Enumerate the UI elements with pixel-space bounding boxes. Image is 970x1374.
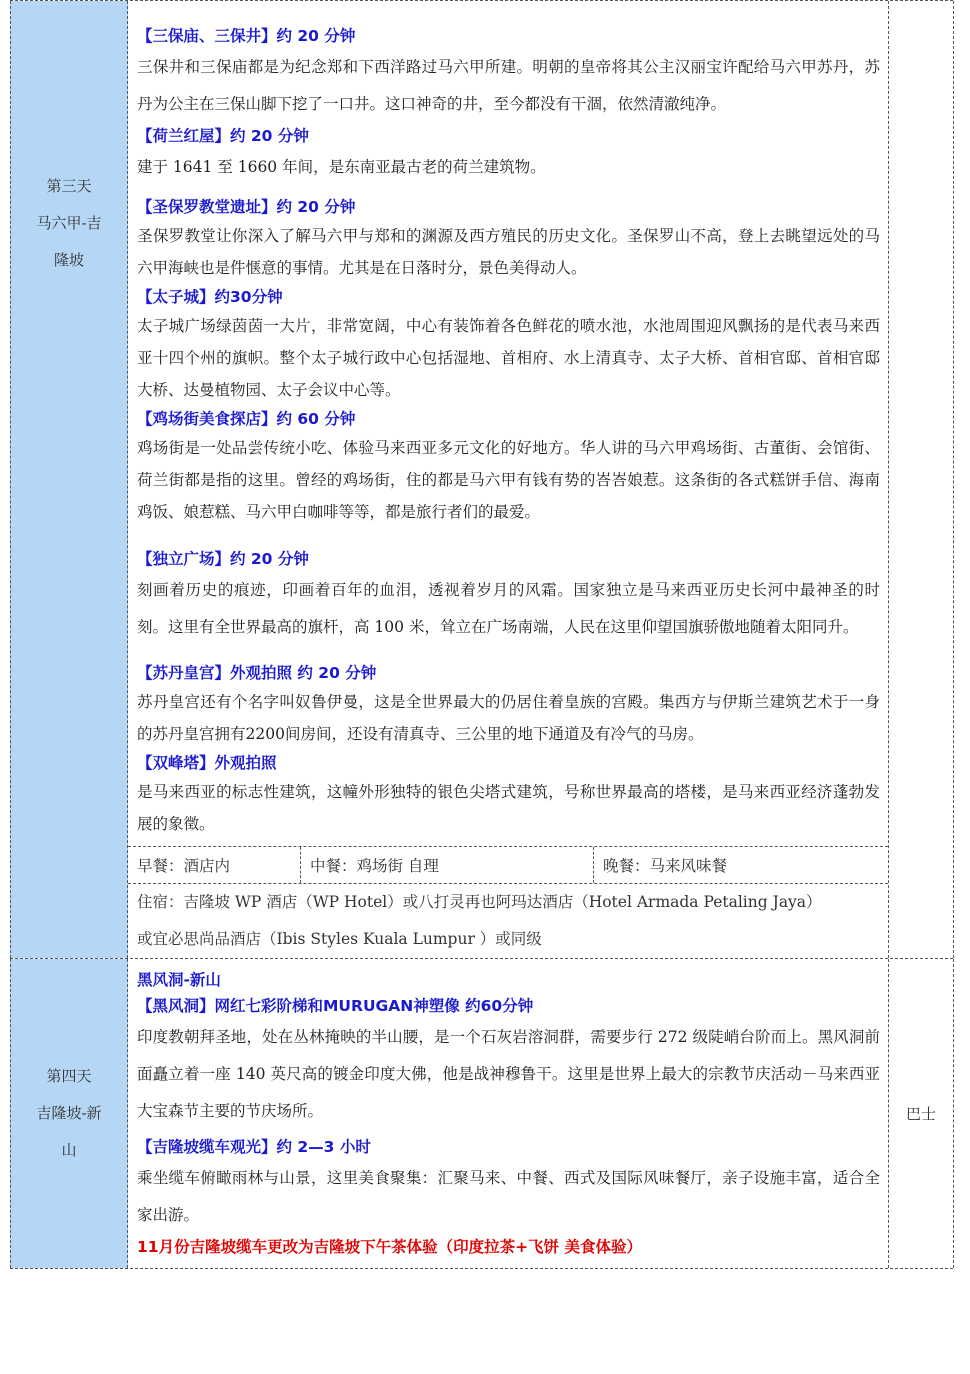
section-body: 印度教朝拜圣地，处在丛林掩映的半山腰，是一个石灰岩溶洞群，需要步行 272 级陡峭台阶而上。黑风洞前面矗立着一座 140 英尺高的镀金印度大佛，他是战神穆鲁干。这里是世界上最大的宗教节庆活动－马来西亚大宝森节主要的节庆场所。	[137, 1028, 880, 1120]
section-title: 【吉隆坡缆车观光】约 2—3 小时	[137, 1138, 371, 1156]
section-body: 是马来西亚的标志性建筑，这幢外形独特的银色尖塔式建筑，号称世界最高的塔楼，是马来西亚经济蓬勃发展的象徵。	[137, 783, 880, 833]
section-body: 圣保罗教堂让你深入了解马六甲与郑和的渊源及西方殖民的历史文化。圣保罗山不高，登上去眺望远处的马六甲海峡也是件惬意的事情。尤其是在日落时分，景色美得动人。	[137, 227, 880, 277]
section-title: 【苏丹皇宫】外观拍照 约 20 分钟	[137, 664, 377, 682]
section-body: 刻画着历史的痕迹，印画着百年的血泪，透视着岁月的风霜。国家独立是马来西亚历史长河中最神圣的时刻。这里有全世界最高的旗杆，高 100 米，耸立在广场南端，人民在这里仰望国旗骄傲地随着太阳同升。	[137, 581, 880, 636]
lunch-cell: 中餐：鸡场街 自理	[301, 847, 594, 883]
section-title: 【独立广场】约 20 分钟	[137, 550, 309, 568]
day4-route-title: 黑风洞-新山	[137, 971, 221, 989]
section-body: 三保井和三保庙都是为纪念郑和下西洋路过马六甲所建。明朝的皇帝将其公主汉丽宝许配给马六甲苏丹，苏丹为公主在三保山脚下挖了一口井。这口神奇的井，至今都没有干涸，依然清澈纯净。	[137, 58, 880, 113]
hotel-line2: 或宜必思尚品酒店（Ibis Styles Kuala Lumpur ）或同级	[137, 930, 542, 948]
day4-transport-cell: 巴士	[889, 959, 954, 1268]
day3-transport-cell	[889, 1, 954, 958]
day4-content-cell	[128, 959, 889, 1268]
section-title: 【黑风洞】网红七彩阶梯和MURUGAN神塑像 约60分钟	[137, 997, 534, 1015]
dinner-cell: 晚餐：马来风味餐	[603, 857, 728, 875]
hotel-cell	[128, 883, 888, 958]
itinerary-table	[10, 0, 953, 1269]
section-body: 鸡场街是一处品尝传统小吃、体验马来西亚多元文化的好地方。华人讲的马六甲鸡场街、古董街、会馆街、荷兰街都是指的这里。曾经的鸡场街，住的都是马六甲有钱有势的峇峇娘惹。这条街的各式糕饼手信、海南鸡饭、娘惹糕、马六甲白咖啡等等，都是旅行者们的最爱。	[137, 439, 880, 521]
meals-row	[128, 846, 888, 883]
day3-day-label: 第三天	[46, 177, 92, 195]
day3-label-cell	[10, 1, 128, 958]
day4-label-cell	[10, 959, 128, 1268]
section-body: 建于 1641 至 1660 年间，是东南亚最古老的荷兰建筑物。	[137, 158, 546, 176]
day4-day-label: 第四天	[46, 1067, 92, 1085]
notice-text: 11月份吉隆坡缆车更改为吉隆坡下午茶体验（印度拉茶+飞饼 美食体验）	[137, 1238, 642, 1256]
section-title: 【太子城】约30分钟	[137, 288, 283, 306]
day4-route-line2: 山	[61, 1141, 77, 1159]
day4-route-line1: 吉隆坡-新	[36, 1104, 102, 1122]
section-title: 【圣保罗教堂遗址】约 20 分钟	[137, 198, 356, 216]
hotel-line1: 住宿：吉隆坡 WP 酒店（WP Hotel）或八打灵再也阿玛达酒店（Hotel Armada Petaling Jaya）	[137, 893, 822, 911]
day4-row	[10, 959, 953, 1269]
section-title: 【荷兰红屋】约 20 分钟	[137, 127, 309, 145]
section-body: 乘坐缆车俯瞰雨林与山景，这里美食聚集：汇聚马来、中餐、西式及国际风味餐厅，亲子设施丰富，适合全家出游。	[137, 1169, 880, 1224]
breakfast-cell: 早餐：酒店内	[128, 847, 301, 883]
section-title: 【鸡场街美食探店】约 60 分钟	[137, 410, 356, 428]
day3-route-line2: 隆坡	[53, 251, 84, 269]
section-body: 苏丹皇宫还有个名字叫奴鲁伊曼，这是全世界最大的仍居住着皇族的宫殿。集西方与伊斯兰建筑艺术于一身的苏丹皇宫拥有2200间房间，还设有清真寺、三公里的地下通道及有冷气的马房。	[137, 693, 880, 743]
day3-row	[10, 0, 953, 959]
section-body: 太子城广场绿茵茵一大片，非常宽阔，中心有装饰着各色鲜花的喷水池，水池周围迎风飘扬的是代表马来西亚十四个州的旗帜。整个太子城行政中心包括湿地、首相府、水上清真寺、太子大桥、首相官邸、首相官邸大桥、达曼植物园、太子会议中心等。	[137, 317, 880, 399]
section-title: 【三保庙、三保井】约 20 分钟	[137, 27, 356, 45]
day3-content-cell	[128, 1, 889, 958]
day3-route-line1: 马六甲-吉	[36, 214, 102, 232]
section-title: 【双峰塔】外观拍照	[137, 754, 277, 772]
